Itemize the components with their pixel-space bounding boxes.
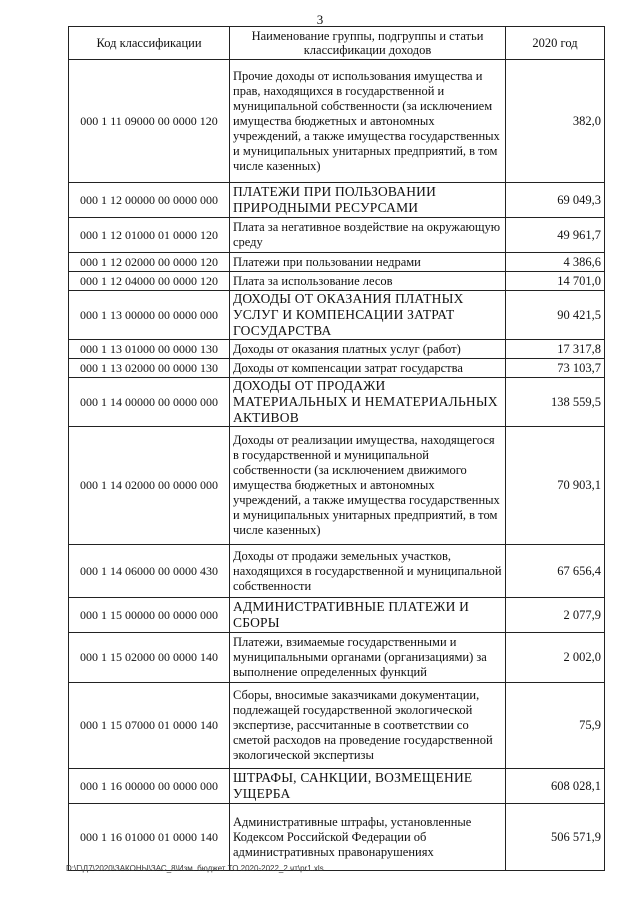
classification-code: 000 1 16 00000 00 0000 000 [69,769,230,804]
table-row [69,683,605,769]
classification-code: 000 1 13 02000 00 0000 130 [69,359,230,378]
item-name: Платежи при пользовании недрами [230,253,506,272]
table-row [69,598,605,633]
table-header-row [69,27,605,60]
table-row [69,218,605,253]
classification-code: 000 1 12 01000 01 0000 120 [69,218,230,253]
amount-2020: 49 961,7 [506,218,605,253]
item-name: Административные штрафы, установленные Кодексом Российской Федерации об административных правонарушениях [230,804,506,871]
item-name: Доходы от реализации имущества, находящегося в государственной и муниципальной собственности (за исключением движимого имущества бюджетных и автономных учреждений, а также имущества государственных и муниципальных унитарных предприятий, в том числе казенных) [230,427,506,545]
item-name: Плата за негативное воздействие на окружающую среду [230,218,506,253]
group-name: ШТРАФЫ, САНКЦИИ, ВОЗМЕЩЕНИЕ УЩЕРБА [230,769,506,804]
header-name: Наименование группы, подгруппы и статьи классификации доходов [230,27,506,60]
table-row [69,633,605,683]
item-name: Доходы от продажи земельных участков, находящихся в государственной и муниципальной собственности [230,545,506,598]
classification-code: 000 1 13 00000 00 0000 000 [69,291,230,340]
amount-2020: 69 049,3 [506,183,605,218]
table-body [69,60,605,871]
amount-2020: 17 317,8 [506,340,605,359]
table-row [69,291,605,340]
classification-code: 000 1 12 00000 00 0000 000 [69,183,230,218]
table-row [69,359,605,378]
classification-code: 000 1 14 00000 00 0000 000 [69,378,230,427]
item-name: Доходы от компенсации затрат государства [230,359,506,378]
table-row [69,769,605,804]
amount-2020: 67 656,4 [506,545,605,598]
page-number: 3 [316,12,324,27]
amount-2020: 90 421,5 [506,291,605,340]
group-name: ДОХОДЫ ОТ ОКАЗАНИЯ ПЛАТНЫХ УСЛУГ И КОМПЕНСАЦИИ ЗАТРАТ ГОСУДАРСТВА [230,291,506,340]
amount-2020: 4 386,6 [506,253,605,272]
classification-code: 000 1 14 02000 00 0000 000 [69,427,230,545]
amount-2020: 73 103,7 [506,359,605,378]
amount-2020: 382,0 [506,60,605,183]
header-year: 2020 год [506,27,605,60]
amount-2020: 2 002,0 [506,633,605,683]
classification-code: 000 1 12 04000 00 0000 120 [69,272,230,291]
table-row [69,253,605,272]
table-row [69,378,605,427]
table-row [69,340,605,359]
revenue-classification-table [68,26,605,871]
classification-code: 000 1 15 07000 01 0000 140 [69,683,230,769]
item-name: Плата за использование лесов [230,272,506,291]
table-row [69,272,605,291]
item-name: Доходы от оказания платных услуг (работ) [230,340,506,359]
group-name: ПЛАТЕЖИ ПРИ ПОЛЬЗОВАНИИ ПРИРОДНЫМИ РЕСУРСАМИ [230,183,506,218]
group-name: АДМИНИСТРАТИВНЫЕ ПЛАТЕЖИ И СБОРЫ [230,598,506,633]
amount-2020: 506 571,9 [506,804,605,871]
amount-2020: 14 701,0 [506,272,605,291]
header-code: Код классификации [69,27,230,60]
amount-2020: 75,9 [506,683,605,769]
group-name: ДОХОДЫ ОТ ПРОДАЖИ МАТЕРИАЛЬНЫХ И НЕМАТЕРИАЛЬНЫХ АКТИВОВ [230,378,506,427]
item-name: Прочие доходы от использования имущества и прав, находящихся в государственной и муниципальной собственности (за исключением имущества бюджетных и автономных учреждений, а также имущества государственных и муниципальных унитарных предприятий, в том числе казенных) [230,60,506,183]
classification-code: 000 1 12 02000 00 0000 120 [69,253,230,272]
table-row [69,804,605,871]
amount-2020: 138 559,5 [506,378,605,427]
amount-2020: 70 903,1 [506,427,605,545]
file-path-footer: D:\Г\Д7\2020\ЗАКОНЫ\ЗАС_8\Изм. бюджет ТО 2020-2022_2 чт\pr1.xls [66,864,324,873]
classification-code: 000 1 15 02000 00 0000 140 [69,633,230,683]
item-name: Сборы, вносимые заказчиками документации, подлежащей государственной экологической экспертизе, рассчитанные в соответствии со сметой расходов на проведение государственной экологической экспертизы [230,683,506,769]
classification-code: 000 1 15 00000 00 0000 000 [69,598,230,633]
classification-code: 000 1 13 01000 00 0000 130 [69,340,230,359]
classification-code: 000 1 11 09000 00 0000 120 [69,60,230,183]
table-row [69,427,605,545]
classification-code: 000 1 16 01000 01 0000 140 [69,804,230,871]
amount-2020: 608 028,1 [506,769,605,804]
item-name: Платежи, взимаемые государственными и муниципальными органами (организациями) за выполнение определенных функций [230,633,506,683]
amount-2020: 2 077,9 [506,598,605,633]
table-row [69,183,605,218]
classification-code: 000 1 14 06000 00 0000 430 [69,545,230,598]
table-row [69,545,605,598]
table-row [69,60,605,183]
